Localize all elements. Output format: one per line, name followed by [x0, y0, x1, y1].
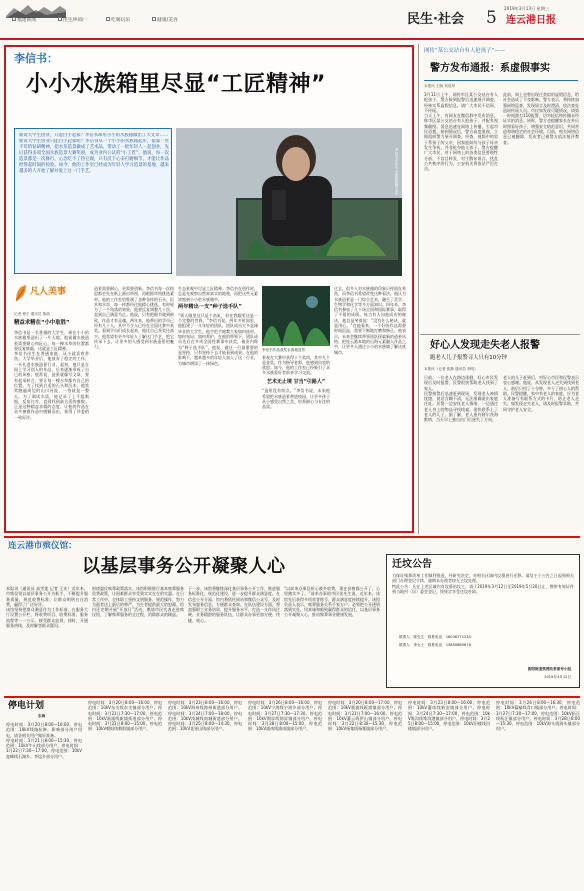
right-headline-2: 好心人发现走失老人报警: [430, 340, 540, 351]
photo-caption: 李信书正在为水族箱修整水草: [395, 148, 399, 195]
lead-byline: 记者 程宇 通讯员 陈丽: [14, 312, 50, 316]
bottom-col-2: 围绕惠民殡葬政策落实，该馆积极推行基本殡葬服务免费政策，让困难群众享受到实实在在的实惠。在日常工作中，全体职工坚持文明服务、规范操作，努力为逝者送上最后的尊严，为生者提供最大的慰藉。馆内还定期开展“开放日”活动，邀请市民代表走进殡仪馆，了解殡葬服务的全过程，消除群众的顾虑。: [92, 586, 184, 618]
nav-tab-1[interactable]: 福建新闻: [12, 17, 36, 23]
right-rule-2: [420, 334, 580, 335]
outage-col-6: 停电时间：3月23日8:00—16:00，停电范围：10kV灌南线新安镇部分用户。停电时间：3月24日7:30—17:00，停电范围：10kV堆沟线堆沟港镇部分用户。停电时间：3月25日8:00—15:00，停电范围：10kV田楼线田楼镇部分用户。: [408, 700, 490, 732]
notice-body: 为保证殡葬改革工作顺利推进，经研究决定，对相关区域内坟墓进行迁移，请坟主于公告之日起到相关部门办理登记手续，逾期未办理者按无主坟处理。 特此公告：凡在上述区域内有坟墓的坟主，请于2019年3月12日至2019年5月20日止，携带有效证件到当地村（居）委会登记，按规定享受迁坟补助。: [392, 573, 574, 594]
outage-subtitle: 东海: [38, 714, 46, 718]
header-bar: [0, 0, 584, 40]
lead-headline: 小小水族箱里尽显“工匠精神”: [26, 72, 326, 97]
right2-col-1: 日前，一位老人在路边徘徊，好心市民发现后及时报警，民警很快帮助老人找到了家人。 民警接警后迅速赶到现场，发现老人神情恍惚，说话含糊不清，无法准确说出家庭住址。民警一边安抚老人情绪，一边通过老人身上的物品寻找线索，很快联系上了老人的儿子。据了解，老人患有阿尔茨海默病，当天早上独自出门后迷失了方向。: [424, 375, 498, 423]
paper-name: 连云港日报: [506, 15, 556, 26]
page-number: 5: [486, 8, 497, 28]
date-label: 2019年3月13日 星期三: [504, 6, 550, 11]
lead-col-3: 生态景观中尽显工匠精神。李信书在创作时，总是先观察自然界真实的地貌，再把这些元素浓缩到小小的水族箱中。 两年精出一支“种子选手队” “别人眼里这只是个鱼缸，但在我眼里这是一个完整的世界。”李信书说。两年多时间里，他组建了一支年轻的团队，团队成员大多是刚毕业的大学生，他手把手地教大家如何选材、如何布局、如何养护。在他的带领下，团队成员先后在多项全国性赛事中获奖，被业内称为“种子选手队”。他说，做这一行最重要的是坚持，只有坚持下去才能看到成果。在他的影响下，越来越多的年轻人加入了这一行业，为城市增添了一抹绿色。: [178, 286, 258, 366]
lead-intro-text: 谁说大学生创业，只能白手起家？李信书却用小小的水族箱做出了大文章…… 谁说大学生创业只能白手起家呢？李信书从一个小小的水族箱起步，依靠一丝不苟的钻研精神，把水草造景做成了艺术品，带动了一批年轻人一起创业，先后获得多项全国水族造景大赛奖项，成为业内公认的“小工匠”。他说，每一次造景都是一次修行，心急吃不了热豆腐，只有沉下心来打磨细节，才能让作品经得起时间的检验。如今，他的工作室已经成为年轻人学习造景的基地，越来越多的人开始了解并爱上这一门手艺。: [19, 133, 169, 174]
bottom-col-4: “以前来办事总担心被多收费，现在价格都公开了，心里踏实多了。”前来办事的市民张先生说。近年来，该馆先后获得多项荣誉称号，群众满意度持续提升。该馆负责人表示，殡葬服务关系千家万户，必须把公开透明落到实处，用真诚和细致赢得群众的信任，以基层事务公开凝聚人心，推动殡葬事业健康发展。: [284, 586, 380, 618]
notice-contact-2: 联系人：李女士 联系电话：15850685678: [399, 643, 471, 647]
lead-kicker: 李信书：: [14, 52, 58, 65]
bottom-col-3: 下一步，该馆将继续深化基层事务公开工作，推进服务标准化、规范化建设，进一步提升群众满意度。在信息公开方面，馆内将依托网站和微信公众号，及时发布服务信息，方便群众查询。在队伍建设方面，将加强职工业务培训，提升服务水平，打造一支作风过硬、业务精湛的服务队伍，让群众办事更加方便、快捷、放心。: [188, 586, 280, 623]
lead-col-5: 过去，很多人对水族箱的印象只停留在养鱼，而李信书希望改变这种看法。他认为水族造景是一门综合艺术，融合了美学、生物学和化学等多方面知识。四年来，李信书参加了几十场全国和国际赛事，取得了不错的成绩。每当有人问他成功的秘诀，他总是笑着说：“没有什么秘诀，就是用心。”在他看来，一个好的作品需要时间沉淀，需要不断地打磨和修正。他表示，未来会继续带领团队探索新的造景风格，把连云港本地的山海元素融入作品之中，让更多人通过小小的水族箱了解这座城市。: [334, 286, 406, 355]
notice-contact-1: 联系人：陈先生 联系电话：18036771234: [399, 635, 471, 639]
right2-col-2: 老人的儿子赶到后，对好心市民和民警表示衷心感谢。他说，从发现老人走失到找到老人，前后只用了十分钟，多亏了热心人的帮助。民警提醒，家中有老人的家庭，应为老人准备写有联系方式的卡片，防止老人走失。如发现走失老人，请及时报警求助，共同守护老人安全。: [503, 375, 579, 412]
right-byline-2: 本报讯（记者 张静 通讯员 李明）: [424, 367, 478, 371]
right-headline-1: 警方发布通报：系虚假事实: [430, 63, 550, 74]
outage-rule: [4, 696, 580, 698]
right-subhead-2: 跑老人儿子报警寻人只有10分钟: [430, 355, 507, 361]
nav-tab-4[interactable]: 健康/美食: [152, 17, 178, 23]
column-tag: [14, 281, 80, 309]
lead-col-4: 李信书作品获奖水族箱造景 景观在大赛中获得十个奖项，其中九个是金奖。作为指导老师，他感到由衷的欣慰。如今，他的工作室已经吸引了众多水族爱好者前来学习交流。 艺术无止境 甘当“引路人” “造景没有终点。”李信书说，未来他希望把水族造景带进校园，让更多孩子从小感受自然之美，培养耐心与专注的品质。: [262, 286, 330, 526]
notice-date: 2019年3月12日: [544, 675, 571, 679]
outage-title: 停电计划: [8, 701, 45, 711]
lead-col-1: 李信书是一名普通的大学生，却在小小的水族箱里造出了一片天地。他说做水族造景需要耐心和匠心，每一棵水草的位置都要反复推敲，这就是工匠精神。 李信书出生在普通家庭，从小就喜欢养鱼。大学毕业后，他放弃了稳定的工作，一头扎进水族造景行业。起初，他只是在网上学习别人的作品，后来逐渐形成了自己的风格。他常说，造景就像写文章，要有起承转合，要让每一棵水草都有自己的位置。为了找到合适的石头和沉木，他常常跑遍周边的山川河流，一待就是一整天。为了调试水质，他记录了上千组数据，反复比对，直到找到最合适的参数。正是这种精益求精的态度，让他的作品在众多参赛作品中脱颖而出，获得了评委的一致好评。: [14, 330, 89, 420]
bottom-col-1: 本报讯（通讯员 高雪莲 记者 王宏）近年来，市殡仪馆以基层事务公开为抓手，不断提升服务质量，规范收费标准，让群众明明白白消费，赢得了广泛好评。 该馆坚持把群众满意作为工作标准，在服务大厅设置公开栏，将收费项目、收费标准、服务流程等一一公示，接受群众监督。同时，开通服务热线，及时解答群众疑问。: [6, 586, 88, 629]
outage-col-5: 停电时间：3月20日8:00—17:00，停电范围：10kV板浦线板浦镇部分用户。停电时间：3月21日7:00—16:00，停电范围：10kV灌云线伊山镇部分用户。停电时间：3月22日8:30—15:30，停电范围：10kV杨集线杨集镇部分用户。: [328, 700, 402, 732]
section-title: 民生·社会: [407, 12, 464, 27]
bottom-headline: 以基层事务公开凝聚人心: [82, 556, 286, 577]
outage-col-4: 停电时间：3月26日8:00—16:00，停电范围：10kV宁海线宁海乡部分用户。停电时间：3月27日7:30—17:30，停电范围：10kV锦屏线锦屏镇部分用户。停电时间：3月28日8:00—15:00，停电范围：10kV浦南线浦南镇部分用户。: [248, 700, 322, 732]
outage-col-1: 停电时间：3月20日8:00—16:00，停电范围：10kV线路检修，影响部分用户用电，请各相关用户做好准备。 停电时间：3月21日8:00—15:30，停电范围：10kV牛山线部分用户。停电时间：3月22日7:30—17:00，停电范围：10kV驼峰线石湖乡、李埝乡部分用户。: [6, 722, 82, 759]
inset-photo-icon: [262, 286, 330, 346]
notice-box: [386, 554, 580, 688]
outage-col-2: 停电时间：3月20日8:00—16:00，停电范围：10kV东关线东关镇部分用户。停电时间：3月21日7:30—17:00，停电范围：10kV新浦线新浦街道部分用户。停电时间：3月22日8:00—15:00，停电范围：10kV朝阳线朝阳镇部分用户。: [88, 700, 162, 732]
right-rule-1: [424, 80, 578, 81]
outage-col-7: 停电时间：3月26日8:00—16:30，停电范围：10kV赣榆线青口镇部分用户。停电时间：3月27日7:30—17:00，停电范围：10kV柘汪线柘汪镇部分用户。停电时间：3月28日8:00—15:30，停电范围：10kV海头线海头镇部分用户。: [496, 700, 580, 732]
right-col-divider: [418, 44, 419, 534]
right-kicker: 网传“某公交站台有人抢孩子”——: [424, 48, 506, 54]
bottom-kicker: 连云港市殡仪馆：: [8, 541, 77, 551]
nav-tab-2[interactable]: 民生/纠纷: [58, 17, 84, 23]
column-tag-text: 凡人美事: [30, 287, 67, 297]
right-byline-1: 本报讯 王晓 刘成军: [424, 84, 456, 88]
outage-col-3: 停电时间：3月23日8:00—16:00，停电范围：10kV海州线海州街道部分用户。停电时间：3月24日7:00—18:00，停电范围：10kV南城线南城街道部分用户。停电时间：3月25日8:00—14:30，停电范围：10kV花果山线部分用户。: [168, 700, 242, 732]
lead-intro-box: [14, 128, 172, 274]
right1-col-2: 此前，网上也曾出现过类似的虚假信息，给社会造成了不良影响。警方表示，将持续加强网络巡查，发现谣言及时澄清，依法查处造谣传谣人员。市民如发现可疑情况，请第一时间拨打110报警，切勿轻信和传播未经证实的消息。同时，警方也提醒家长在外出时照看好孩子，增强安全防范意识，共同营造和谐稳定的社会环境。目前，相关网络信息已被删除，发布者已被警方依法批评教育。: [503, 92, 579, 145]
bottom-rule: [4, 536, 580, 538]
lead-subhead-2: 两年精出一支“种子选手队”: [178, 303, 242, 310]
lead-photo: [176, 128, 402, 276]
lead-col-2: 造景需要耐心，更需要创新。李信书每一次构思都会先在纸上画出草图，再根据草图挑选素材。他的工作室里堆满了各种各样的石头、沉木和水草，每一样都经过他精心挑选。有时候为了一个角落的效果，他要反复调整几十次，直到自己满意为止。他说，只有把细节做到极致，作品才有灵魂。两年来，他带出的学员已经有几十人，其中不少人已经在全国比赛中获奖。看到学员们成长起来，他比自己获奖还高兴。他希望有更多年轻人了解这门手艺，把它传承下去，让更多的人感受到水族造景的魅力。: [94, 286, 174, 350]
lead-subhead-3: 艺术无止境 甘当“引路人”: [266, 378, 326, 385]
notice-signer: 朐阳街道殡葬改革领导小组: [527, 667, 571, 671]
right1-col-1: 3月11日上午，网传市区某公交站台有人抢孩子，警方接到报警后迅速展开调查，经核实系虚假信息，请广大市民不信谣、不传谣。 当天上午，有网友在微信群中发布消息，称市区某公交站台有人抢孩子，并配有视频截图。消息迅速在网络上传播，引起市民恐慌。接到情况后，警方高度重视，立即组织警力展开调查。经查，视频中的男子系孩子的父亲，因家庭纠纷与孩子母亲发生争执，并非抢夺他人孩子。警方提醒广大市民，对于网络上的各类信息要理性分析，不盲目转发，对于散布谣言、扰乱公共秩序的行为，公安机关将依法严厉打击。: [424, 92, 498, 172]
leaf-icon: [14, 283, 28, 303]
notice-title: 迁坟公告: [392, 559, 432, 570]
nav-tab-3[interactable]: 吃喝玩乐: [106, 17, 130, 23]
lead-subhead-1: 精益求精在“小中取胜”: [14, 320, 70, 326]
photo-scene-icon: [176, 128, 402, 276]
masthead-logo-icon: [6, 2, 66, 18]
